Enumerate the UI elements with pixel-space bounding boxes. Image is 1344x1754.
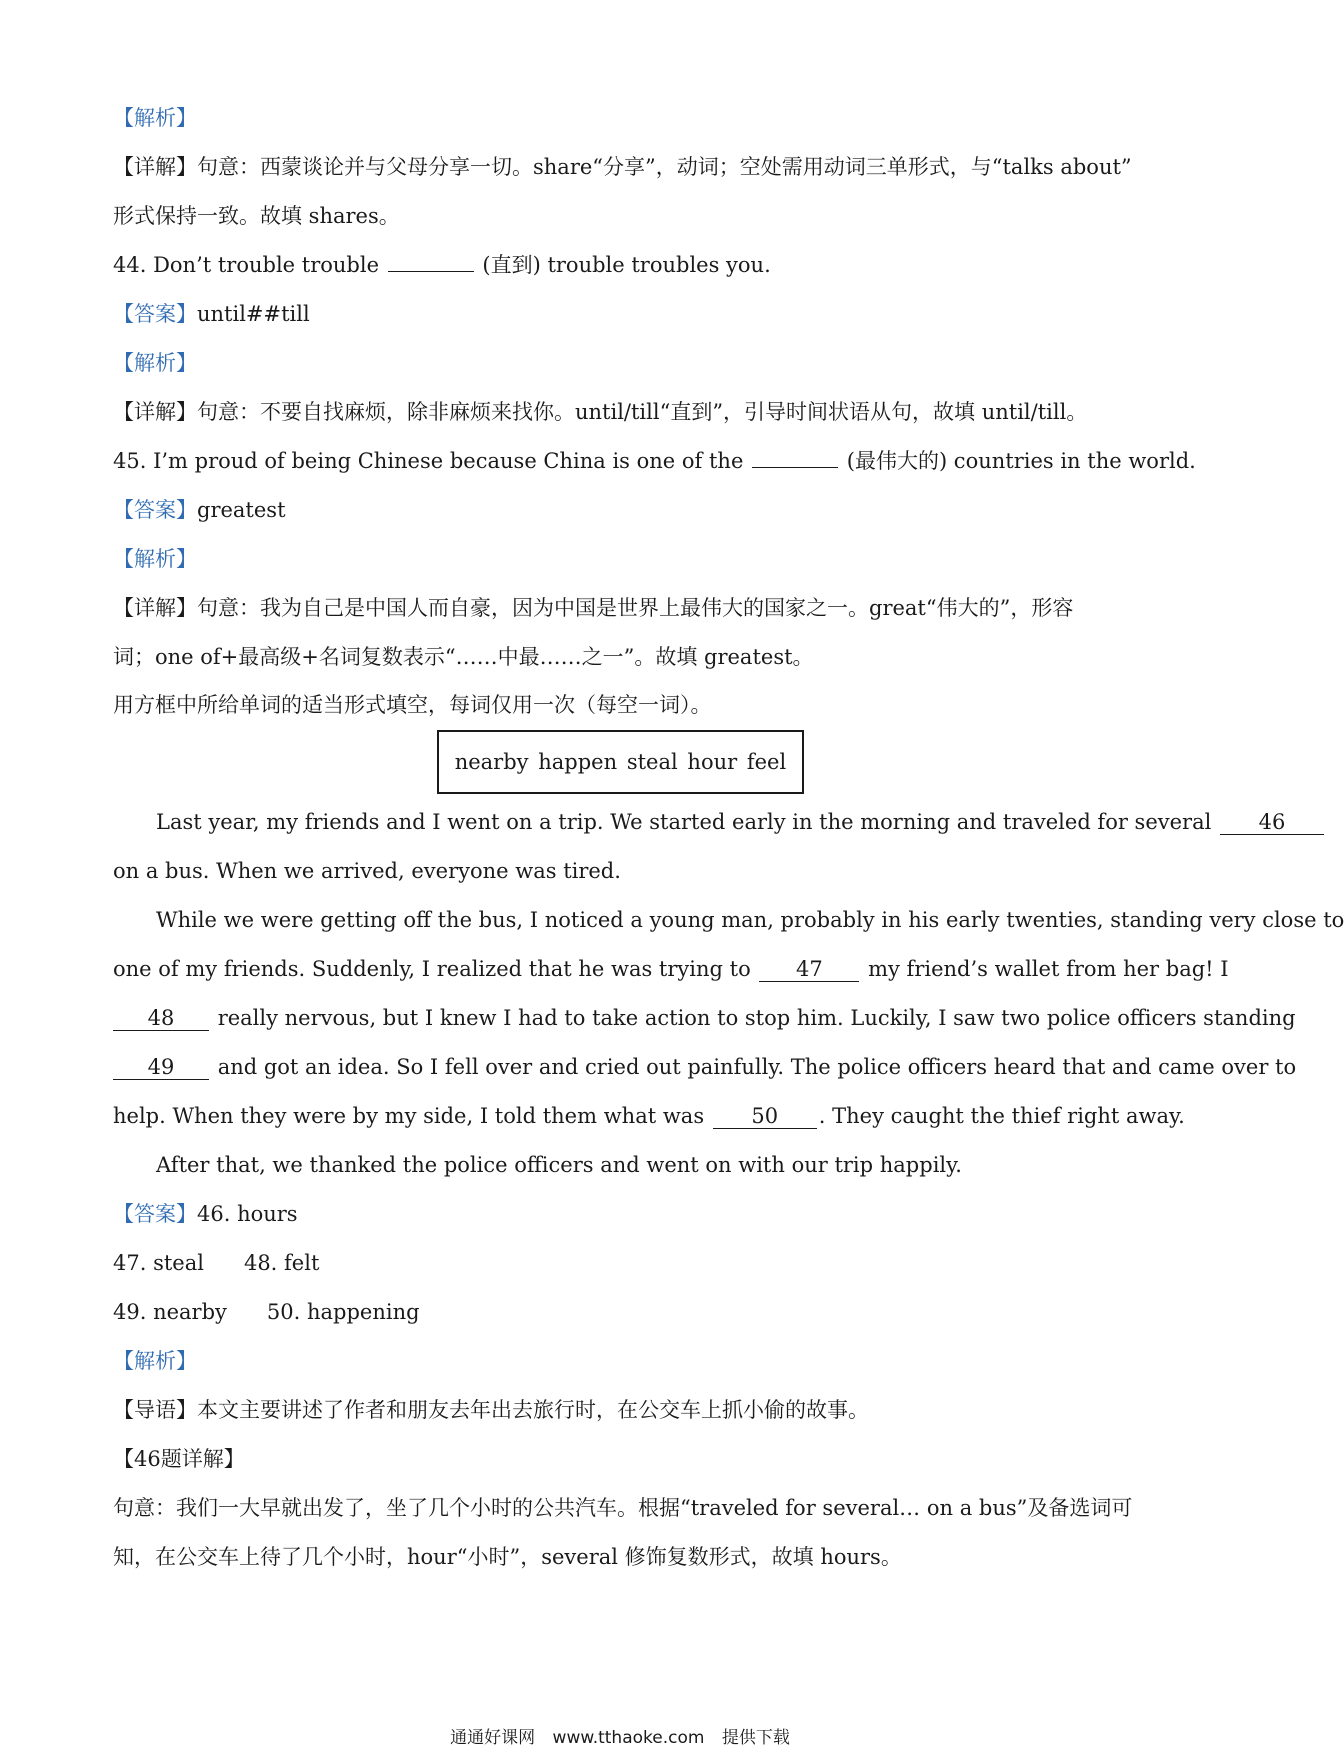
q44-text-before: 44. Don’t trouble trouble bbox=[113, 253, 380, 277]
blank-49: 49 bbox=[113, 1055, 209, 1080]
blank-46: 46 bbox=[1220, 810, 1324, 835]
jiexi-label: 【解析】 bbox=[113, 547, 197, 571]
detail-paragraph bbox=[113, 153, 1132, 181]
passage-text: my friend’s wallet from her bag! I bbox=[868, 957, 1229, 981]
word-box-item: nearby bbox=[454, 750, 529, 774]
word-box-item: hour bbox=[687, 750, 738, 774]
detail-text: 句意：西蒙谈论并与父母分享一切。share“分享”，动词；空处需用动词三单形式，与“talks about” bbox=[197, 155, 1132, 179]
page-footer bbox=[0, 1726, 1240, 1750]
daoyu-label: 【导语】 bbox=[113, 1398, 197, 1422]
q45-text-after: (最伟大的) countries in the world. bbox=[846, 449, 1196, 473]
answer-46: 46. hours bbox=[197, 1202, 298, 1226]
q45-answer: greatest bbox=[197, 498, 286, 522]
blank-48: 48 bbox=[113, 1006, 209, 1031]
q45-detail bbox=[113, 594, 1073, 622]
q44-answer-line bbox=[113, 300, 310, 328]
q45-blank bbox=[752, 467, 838, 468]
passage-p1-line1 bbox=[156, 808, 1326, 836]
passage-text: and got an idea. So I fell over and cried out painfully. The police officers heard that and came over to bbox=[217, 1055, 1297, 1079]
jiexi-label: 【解析】 bbox=[113, 351, 197, 375]
passage-p3: After that, we thanked the police officers and went on with our trip happily. bbox=[156, 1153, 962, 1177]
q44-detail bbox=[113, 398, 1087, 426]
jiexi-label: 【解析】 bbox=[113, 106, 197, 130]
answer-50: 50. happening bbox=[266, 1300, 420, 1324]
daoyu-text: 本文主要讲述了作者和朋友去年出去旅行时，在公交车上抓小偷的故事。 bbox=[197, 1398, 869, 1422]
footer-site-name: 通通好课网 bbox=[450, 1728, 536, 1748]
answers-line1 bbox=[113, 1200, 298, 1228]
answers-line2 bbox=[113, 1249, 319, 1277]
daan-label: 【答案】 bbox=[113, 1202, 197, 1226]
detail-text: 句意：不要自找麻烦，除非麻烦来找你。until/till“直到”，引导时间状语从句，故填 until/till。 bbox=[197, 400, 1088, 424]
passage-p2-line5 bbox=[113, 1102, 1185, 1130]
q45-detail-cont: 词；one of+最高级+名词复数表示“……中最……之一”。故填 greatest。 bbox=[113, 645, 814, 669]
passage-p1-line2: on a bus. When we arrived, everyone was tired. bbox=[113, 859, 621, 883]
q44-blank bbox=[388, 271, 474, 272]
passage-p2-line4 bbox=[113, 1053, 1296, 1081]
jiexi-label: 【解析】 bbox=[113, 1349, 197, 1373]
word-box-item: steal bbox=[626, 750, 678, 774]
daan-label: 【答案】 bbox=[113, 302, 197, 326]
q44-text-after: (直到) trouble troubles you. bbox=[482, 253, 771, 277]
question-44 bbox=[113, 251, 771, 279]
question-45 bbox=[113, 447, 1196, 475]
q45-text-before: 45. I’m proud of being Chinese because China is one of the bbox=[113, 449, 744, 473]
xiangjie-label: 【详解】 bbox=[113, 400, 197, 424]
detail-text: 句意：我为自己是中国人而自豪，因为中国是世界上最伟大的国家之一。great“伟大的”，形容 bbox=[197, 596, 1074, 620]
daan-label: 【答案】 bbox=[113, 498, 197, 522]
passage-text: one of my friends. Suddenly, I realized that he was trying to bbox=[113, 957, 751, 981]
detail-text-cont: 形式保持一致。故填 shares。 bbox=[113, 204, 400, 228]
blank-47: 47 bbox=[759, 957, 859, 982]
passage-text: Last year, my friends and I went on a trip. We started early in the morning and traveled for several bbox=[156, 810, 1212, 834]
passage-text: . They caught the thief right away. bbox=[818, 1104, 1185, 1128]
q46-explain-line1: 句意：我们一大早就出发了，坐了几个小时的公共汽车。根据“traveled for several… on a bus”及备选词可 bbox=[113, 1496, 1133, 1520]
passage-text: really nervous, but I knew I had to take action to stop him. Luckily, I saw two police officers standing bbox=[217, 1006, 1296, 1030]
q45-answer-line bbox=[113, 496, 286, 524]
answer-49: 49. nearby bbox=[113, 1300, 227, 1324]
passage-p2-line2 bbox=[113, 955, 1229, 983]
answer-47: 47. steal bbox=[113, 1251, 204, 1275]
answer-48: 48. felt bbox=[243, 1251, 320, 1275]
word-box-item: feel bbox=[746, 750, 787, 774]
q46-explain-line2: 知，在公交车上待了几个小时，hour“小时”，several 修饰复数形式，故填 hours。 bbox=[113, 1545, 902, 1569]
word-box bbox=[437, 730, 804, 794]
footer-url[interactable]: www.tthaoke.com bbox=[552, 1728, 705, 1748]
instruction: 用方框中所给单词的适当形式填空，每词仅用一次（每空一词）。 bbox=[113, 693, 712, 717]
blank-50: 50 bbox=[713, 1104, 817, 1129]
answers-line3 bbox=[113, 1298, 420, 1326]
passage-p2-line1: While we were getting off the bus, I noticed a young man, probably in his early twenties, standing very close to bbox=[156, 908, 1344, 932]
xiangjie-label: 【详解】 bbox=[113, 155, 197, 179]
daoyu-line bbox=[113, 1396, 869, 1424]
footer-suffix: 提供下载 bbox=[721, 1728, 790, 1748]
passage-p2-line3 bbox=[113, 1004, 1296, 1032]
word-box-item: happen bbox=[538, 750, 618, 774]
q44-answer: until##till bbox=[197, 302, 310, 326]
passage-text: help. When they were by my side, I told them what was bbox=[113, 1104, 705, 1128]
xiangjie-label: 【详解】 bbox=[113, 596, 197, 620]
q46-detail-label: 【46题详解】 bbox=[113, 1447, 245, 1471]
